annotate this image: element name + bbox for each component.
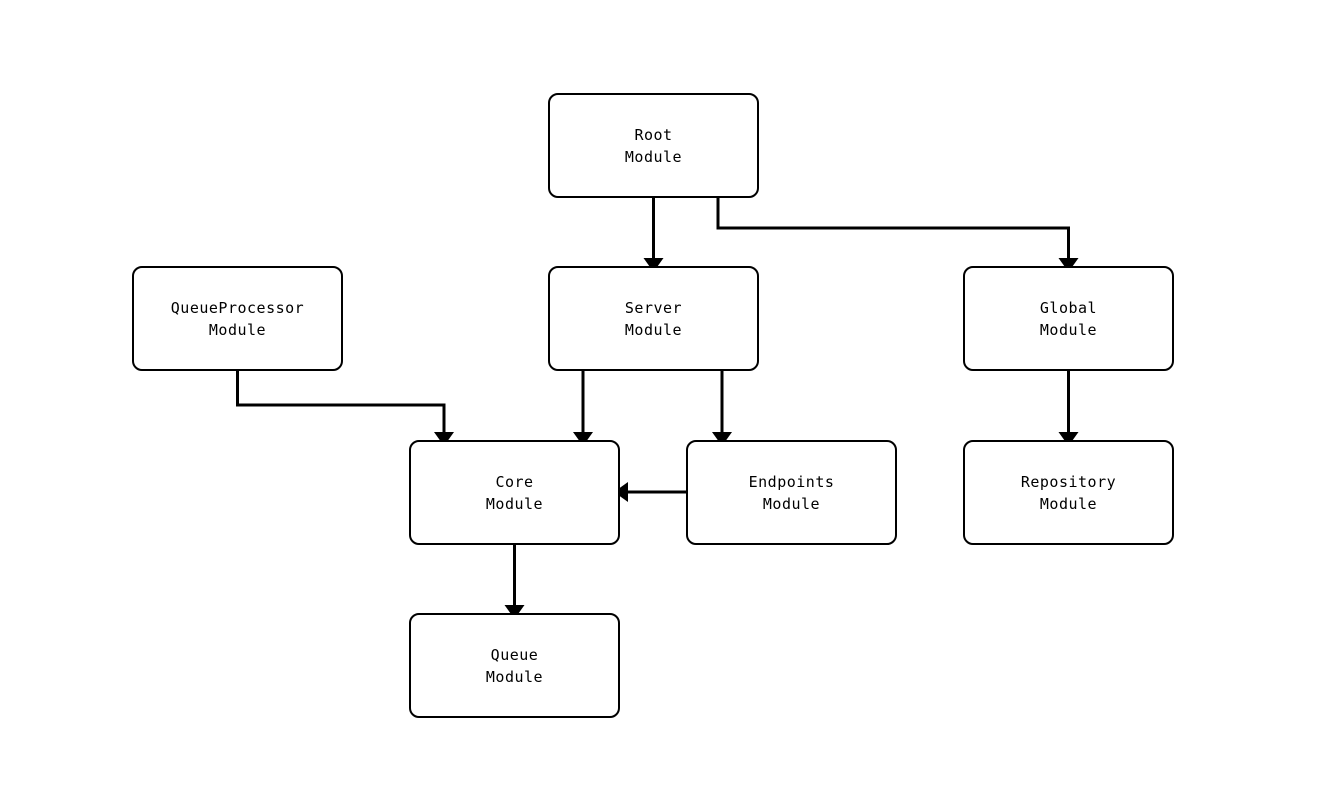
edge-queueprocessor-to-core [238,371,445,432]
node-label-line-2: Module [762,494,821,513]
node-label-line-2: Module [208,320,267,339]
node-label-line-1: Core [495,472,534,491]
node-label-line-1: Root [634,125,673,144]
node-label-line-2: Module [624,147,683,166]
node-label-line-2: Module [485,494,544,513]
node-label-line-1: Endpoints [748,472,835,491]
node-label-line-2: Module [1039,320,1098,339]
root-module-node[interactable] [548,93,759,198]
node-label-line-2: Module [624,320,683,339]
node-label-line-1: Queue [490,645,539,664]
edge-root-to-global [718,198,1069,258]
core-module-node[interactable] [409,440,620,545]
node-label-line-1: Server [624,298,683,317]
repository-module-node[interactable] [963,440,1174,545]
global-module-node[interactable] [963,266,1174,371]
queue-module-node[interactable] [409,613,620,718]
endpoints-module-node[interactable] [686,440,897,545]
node-label-line-1: Global [1039,298,1098,317]
queueprocessor-module-node[interactable] [132,266,343,371]
node-label-line-1: QueueProcessor [170,298,305,317]
node-label-line-1: Repository [1020,472,1117,491]
node-label-line-2: Module [485,667,544,686]
server-module-node[interactable] [548,266,759,371]
node-label-line-2: Module [1039,494,1098,513]
